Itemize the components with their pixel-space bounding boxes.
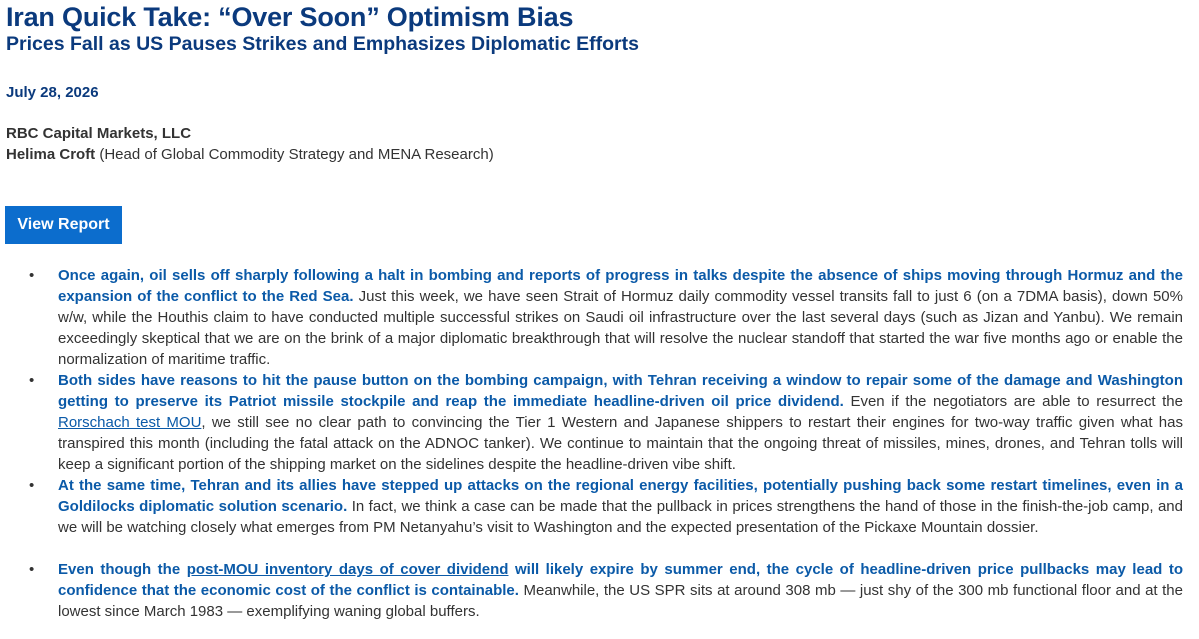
analyst-line bbox=[6, 146, 494, 163]
page-title: Iran Quick Take: “Over Soon” Optimism Bias bbox=[6, 2, 574, 32]
bullet-body: , we still see no clear path to convincing the Tier 1 Western and Japanese shippers to restart their engines for two-way traffic given what has transpired this month (including the fatal attack on the ADNOC tanker). We continue to maintain that the ongoing threat of missiles, mines, drones, and Tehran tolls will keep a significant portion of the shipping market on the sidelines despite the headline-driven vibe shift. bbox=[58, 414, 1183, 473]
list-item bbox=[0, 559, 1199, 622]
analyst-name: Helima Croft bbox=[6, 146, 96, 163]
bullet-lead: Both sides have reasons to hit the pause button on the bombing campaign, with Tehran receiving a window to repair some of the damage and Washington getting to preserve its Patriot missile stockpile and reap the immediate headline-driven oil price dividend. bbox=[58, 372, 1183, 410]
page-subtitle: Prices Fall as US Pauses Strikes and Emphasizes Diplomatic Efforts bbox=[6, 33, 639, 55]
bullet-dot: • bbox=[29, 561, 35, 578]
bullet-body: Meanwhile, the US SPR sits at around 308 mb — just shy of the 300 mb functional floor and at the lowest since March 1983 — exemplifying waning global buffers. bbox=[58, 582, 1183, 620]
firm-name: RBC Capital Markets, LLC bbox=[6, 125, 192, 142]
bullet-lead: Once again, oil sells off sharply following a halt in bombing and reports of progress in talks despite the absence of ships moving through Hormuz and the expansion of the conflict to the Red Sea. bbox=[58, 267, 1183, 305]
key-points-list bbox=[0, 265, 1199, 622]
report-date: July 28, 2026 bbox=[6, 84, 99, 101]
analyst-role: (Head of Global Commodity Strategy and MENA Research) bbox=[95, 146, 494, 163]
bullet-lead: At the same time, Tehran and its allies have stepped up attacks on the regional energy facilities, potentially pushing back some restart timelines, even in a Goldilocks diplomatic solution scenario. bbox=[58, 477, 1183, 515]
bullet-body: Just this week, we have seen Strait of Hormuz daily commodity vessel transits fall to just 6 (on a 7DMA basis), down 50% w/w, while the Houthis claim to have conducted multiple successful strikes on Saudi oil infrastructure over the last several days (such as Jizan and Yanbu). We remain exceedingly skeptical that we are on the brink of a major diplomatic breakthrough that will resolve the nuclear standoff that started the war five months ago or enable the normalization of maritime traffic. bbox=[58, 288, 1183, 368]
list-item bbox=[0, 370, 1199, 475]
inventory-dividend-link[interactable]: post-MOU inventory days of cover dividend bbox=[186, 561, 509, 578]
bullet-lead-post: will likely expire by summer end, the cycle of headline-driven price pullbacks may lead to confidence that the economic cost of the conflict is containable. bbox=[58, 561, 1183, 599]
bullet-body: In fact, we think a case can be made that the pullback in prices strengthens the hand of those in the finish-the-job camp, and we will be watching closely what emerges from PM Netanyahu’s visit to Washington and the expected presentation of the Pickaxe Mountain dossier. bbox=[58, 498, 1183, 536]
list-item bbox=[0, 265, 1199, 370]
bullet-dot: • bbox=[29, 477, 35, 494]
list-item bbox=[0, 475, 1199, 538]
bullet-dot: • bbox=[29, 267, 35, 284]
bullet-body: Even if the negotiators are able to resurrect the bbox=[843, 393, 1183, 410]
bullet-lead-pre: Even though the bbox=[58, 561, 187, 578]
bullet-dot: • bbox=[29, 372, 35, 389]
rorschach-mou-link[interactable]: Rorschach test MOU bbox=[58, 414, 202, 431]
view-report-button[interactable]: View Report bbox=[5, 206, 122, 244]
